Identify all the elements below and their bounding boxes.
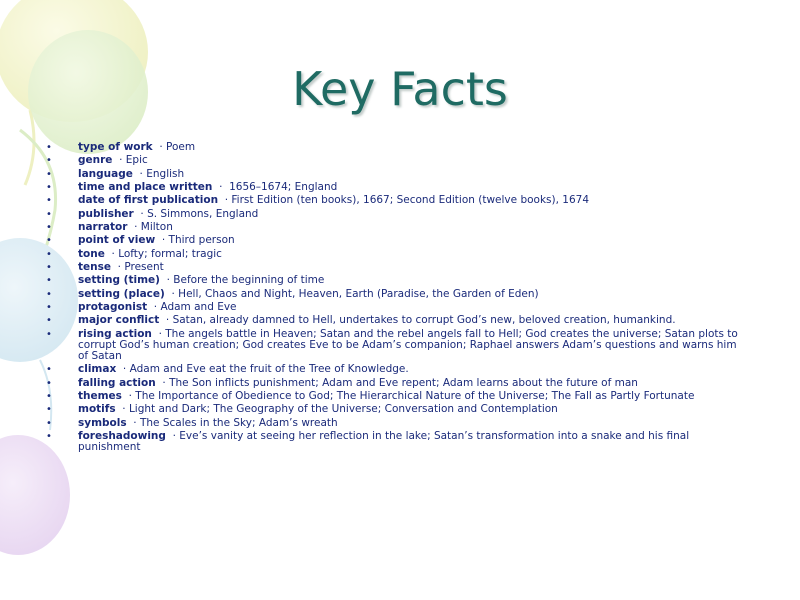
bullet-icon: • — [46, 155, 52, 167]
fact-term: time and place written — [78, 181, 213, 194]
fact-item: • climax · Adam and Eve eat the fruit of the Tree of Knowledge. — [46, 363, 409, 376]
bullet-icon: • — [46, 182, 52, 194]
fact-value: 1656–1674; England — [225, 181, 338, 194]
bullet-icon: • — [46, 417, 52, 429]
fact-term: genre — [78, 154, 113, 167]
fact-term: falling action — [78, 376, 156, 389]
fact-item: • falling action · The Son inflicts punishment; Adam and Eve repent; Adam learns about the future of man — [46, 376, 638, 389]
fact-value: The Importance of Obedience to God; The Hierarchical Nature of the Universe; The Fall as Partly Fortunate — [135, 389, 695, 402]
fact-item: • tone · Lofty; formal; tragic — [46, 247, 222, 260]
bullet-icon: • — [46, 390, 52, 402]
fact-value: Third person — [168, 234, 235, 247]
fact-term: protagonist — [78, 301, 148, 314]
fact-value: Poem — [166, 141, 196, 153]
fact-term: tense — [78, 261, 111, 274]
fact-item: • motifs · Light and Dark; The Geography of the Universe; Conversation and Contemplation — [46, 403, 558, 416]
bullet-icon: • — [46, 302, 52, 314]
fact-term: type of work — [78, 141, 153, 153]
key-facts-list — [42, 142, 747, 455]
bullet-icon: • — [46, 248, 52, 260]
fact-value: S. Simmons, England — [147, 207, 259, 220]
fact-value: Hell, Chaos and Night, Heaven, Earth (Paradise, the Garden of Eden) — [178, 287, 539, 300]
bullet-icon: • — [46, 222, 52, 234]
fact-item: • language · English — [46, 167, 185, 180]
bullet-icon: • — [46, 328, 52, 340]
fact-item: • setting (place) · Hell, Chaos and Night, Heaven, Earth (Paradise, the Garden of Eden) — [46, 287, 539, 300]
fact-item: • tense · Present — [46, 261, 164, 274]
fact-term: language — [78, 167, 133, 180]
bullet-icon: • — [46, 195, 52, 207]
fact-item: • protagonist · Adam and Eve — [46, 301, 237, 314]
slide-title: Key Facts — [292, 62, 508, 116]
bullet-icon: • — [46, 430, 52, 442]
fact-value: Eve’s vanity at seeing her reflection in the lake; Satan’s transformation into a snake and his final punishment — [78, 429, 690, 453]
bullet-icon: • — [46, 262, 52, 274]
fact-item: • publisher · S. Simmons, England — [46, 207, 259, 220]
fact-term: publisher — [78, 207, 134, 220]
fact-term: foreshadowing — [78, 429, 166, 442]
fact-term: setting (place) — [78, 287, 165, 300]
fact-term: tone — [78, 247, 105, 260]
bullet-icon: • — [46, 208, 52, 220]
fact-value: The Scales in the Sky; Adam’s wreath — [139, 416, 338, 429]
fact-value: Milton — [140, 221, 173, 234]
fact-value: Before the beginning of time — [173, 274, 325, 287]
fact-item: • date of first publication · First Edition (ten books), 1667; Second Edition (twelve books), 1674 — [46, 194, 590, 207]
fact-term: narrator — [78, 221, 128, 234]
bullet-icon: • — [46, 168, 52, 180]
fact-term: rising action — [78, 327, 152, 340]
fact-term: symbols — [78, 416, 127, 429]
fact-value: The angels battle in Heaven; Satan and the rebel angels fall to Hell; God creates the universe; Satan plots to corrupt God’s human creation; God creates Eve to be Adam’s companion; Raphael answers Adam’s questions and warns him of Satan — [78, 327, 738, 362]
fact-term: setting (time) — [78, 274, 160, 287]
fact-term: point of view — [78, 234, 156, 247]
fact-item: • type of work · Poem — [46, 141, 196, 153]
fact-value: English — [146, 167, 185, 180]
fact-term: motifs — [78, 403, 116, 416]
fact-item: • genre · Epic — [46, 154, 148, 167]
fact-term: climax — [78, 363, 117, 376]
bullet-icon: • — [46, 142, 52, 153]
fact-value: Satan, already damned to Hell, undertakes to corrupt God’s new, beloved creation, humankind. — [172, 314, 676, 327]
fact-term: major conflict — [78, 314, 160, 327]
bullet-icon: • — [46, 288, 52, 300]
fact-item: • foreshadowing · Eve’s vanity at seeing her reflection in the lake; Satan’s transformation into a snake and his final punishment — [46, 429, 690, 453]
fact-item: • setting (time) · Before the beginning of time — [46, 274, 325, 287]
fact-item: • point of view · Third person — [46, 234, 235, 247]
fact-item: • time and place written · 1656–1674; England — [46, 181, 338, 194]
fact-value: The Son inflicts punishment; Adam and Eve repent; Adam learns about the future of man — [169, 376, 638, 389]
bullet-icon: • — [46, 275, 52, 287]
fact-value: Lofty; formal; tragic — [118, 247, 222, 260]
fact-item: • major conflict · Satan, already damned to Hell, undertakes to corrupt God’s new, beloved creation, humankind. — [46, 314, 676, 327]
fact-value: Present — [124, 261, 164, 274]
fact-value: First Edition (ten books), 1667; Second Edition (twelve books), 1674 — [231, 194, 590, 207]
fact-value: Light and Dark; The Geography of the Universe; Conversation and Contemplation — [128, 403, 558, 416]
bullet-icon: • — [46, 404, 52, 416]
fact-item: • narrator · Milton — [46, 221, 173, 234]
fact-term: themes — [78, 389, 122, 402]
fact-item: • themes · The Importance of Obedience to God; The Hierarchical Nature of the Universe; The Fall as Partly Fortunate — [46, 389, 695, 402]
bullet-icon: • — [46, 377, 52, 389]
bullet-icon: • — [46, 364, 52, 376]
bullet-icon: • — [46, 315, 52, 327]
fact-value: Adam and Eve eat the fruit of the Tree of Knowledge. — [129, 363, 409, 376]
fact-value: Epic — [125, 154, 148, 167]
fact-term: date of first publication — [78, 194, 219, 207]
fact-value: Adam and Eve — [160, 301, 237, 314]
bullet-icon: • — [46, 235, 52, 247]
fact-item: • rising action · The angels battle in Heaven; Satan and the rebel angels fall to Hell; God creates the universe; Satan plots to corrupt God’s human creation; God creates Eve to be Adam’s companion; Raphael answers Adam’s questions and warns him of Satan — [46, 327, 738, 362]
fact-item: • symbols · The Scales in the Sky; Adam’s wreath — [46, 416, 338, 429]
